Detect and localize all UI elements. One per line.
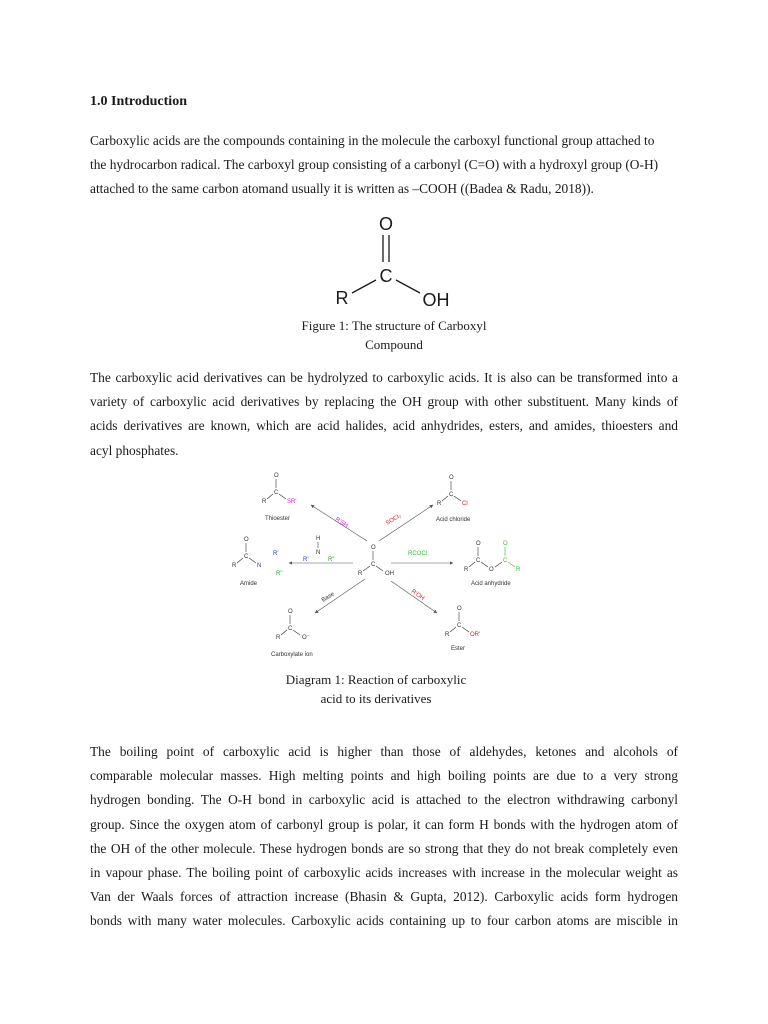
reagent-label: RCOCl	[408, 551, 427, 557]
section-heading: 1.0 Introduction	[90, 94, 187, 109]
atom-label: O	[288, 609, 293, 615]
atom-label: C	[457, 623, 462, 629]
atom-label: R	[358, 571, 363, 577]
atom-label: O	[274, 473, 279, 479]
atom-label: R	[445, 632, 450, 638]
text-line: Van der Waals forces of attraction increase (Bhasin & Gupta, 2012). Carboxylic acids form hydrogen	[90, 889, 678, 905]
atom-label: C	[244, 554, 249, 560]
reagent-label: R'SH	[333, 516, 349, 530]
atom-label: O	[378, 214, 394, 234]
text-line: the hydrocarbon radical. The carboxyl group consisting of a carbonyl (C=O) with a hydroxyl group (O-H)	[90, 157, 659, 173]
text-line: the OH of the other molecule. These hydrogen bonds are so strong that they do not break completely even	[90, 840, 678, 856]
carboxylate-structure	[271, 609, 313, 658]
atom-label: OH	[385, 571, 394, 577]
text-line: attached to the same carbon atomand usually it is written as –COOH ((Badea & Radu, 2018)).	[90, 181, 594, 197]
text-line: group. Since the oxygen atom of carbonyl group is polar, it can form H bonds with the hydrogen atom of	[90, 816, 678, 832]
atom-label: N	[316, 550, 321, 556]
acid-anhydride-structure	[464, 541, 521, 587]
atom-label: R	[516, 567, 521, 573]
atom-label: R	[437, 501, 442, 507]
text-line: variety of carboxylic acid derivatives by replacing the OH group with other substituent. Many kinds of	[90, 394, 678, 410]
text-line: in vapour phase. The boiling point of carboxylic acids increases with increase in the molecular weight as	[90, 865, 678, 881]
product-label: Ester	[451, 646, 466, 652]
atom-label: N	[257, 563, 262, 569]
reaction-diagram	[225, 465, 545, 665]
reagent-label: R'OH	[409, 588, 426, 602]
atom-label: R	[276, 635, 281, 641]
atom-label: R'	[303, 557, 309, 563]
atom-label: O	[489, 567, 494, 573]
atom-label: C	[371, 562, 376, 568]
thioester-structure	[262, 473, 296, 522]
product-label: Carboxylate ion	[271, 652, 313, 658]
text-line: comparable molecular masses. High melting points and high boiling points are due to a very strong	[90, 768, 678, 784]
atom-label: R	[335, 288, 349, 308]
acid-chloride-structure	[436, 475, 471, 523]
carboxyl-structure-figure	[320, 205, 470, 310]
atom-label: O⁻	[302, 635, 310, 641]
amine-reagent	[303, 536, 334, 563]
atom-label: R"	[328, 557, 335, 563]
caption-line: Compound	[365, 337, 423, 352]
atom-label: O	[449, 475, 454, 481]
atom-label: OR'	[470, 632, 481, 638]
atom-label: C	[503, 558, 508, 564]
figure-caption	[284, 316, 504, 354]
atom-label: C	[449, 492, 454, 498]
atom-label: C	[274, 490, 279, 496]
boiling-point-paragraph	[90, 740, 678, 934]
text-line: hydrogen bonding. The O-H bond in carboxylic acid is attached to the electron withdrawing carbonyl	[90, 792, 678, 808]
atom-label: H	[316, 536, 321, 542]
atom-label: OH	[422, 290, 450, 310]
ester-structure	[445, 606, 480, 652]
atom-label: R	[464, 567, 469, 573]
atom-label: R"	[276, 571, 283, 577]
atom-label: Cl	[462, 501, 468, 507]
atom-label: C	[379, 266, 393, 286]
product-label: Amide	[240, 581, 258, 587]
text-line: The boiling point of carboxylic acid is higher than those of aldehydes, ketones and alcohols of	[90, 744, 678, 759]
text-line: The carboxylic acid derivatives can be hydrolyzed to carboxylic acids. It is also can be transformed into a	[90, 370, 678, 385]
text-line: acids derivatives are known, which are acid halides, acid anhydrides, esters, and amides, thioesters and	[90, 418, 678, 434]
atom-label: R	[232, 563, 237, 569]
text-line: Carboxylic acids are the compounds containing in the molecule the carboxyl functional group attached to	[90, 133, 655, 148]
product-label: Thioester	[265, 516, 291, 522]
amide-structure	[232, 537, 282, 587]
caption-line: Figure 1: The structure of Carboxyl	[301, 318, 487, 333]
atom-label: C	[288, 626, 293, 632]
reagent-label: Base	[320, 591, 336, 604]
atom-label: SR'	[287, 499, 297, 505]
derivatives-paragraph	[90, 366, 678, 463]
atom-label: O	[457, 606, 462, 612]
atom-label: R'	[273, 551, 279, 557]
caption-line: acid to its derivatives	[320, 691, 432, 706]
atom-label: O	[371, 545, 376, 551]
atom-label: C	[476, 558, 481, 564]
atom-label: O	[476, 541, 481, 547]
center-carboxylic-acid	[358, 545, 394, 577]
atom-label: R	[262, 499, 267, 505]
intro-paragraph	[90, 129, 678, 202]
diagram-caption	[266, 670, 486, 708]
caption-line: Diagram 1: Reaction of carboxylic	[285, 672, 467, 687]
reagent-label: SOCl₂	[385, 513, 403, 527]
text-line: acyl phosphates.	[90, 442, 179, 458]
text-line: bonds with many water molecules. Carboxylic acids containing up to four carbon atoms are miscible in	[90, 913, 678, 929]
atom-label: O	[503, 541, 508, 547]
product-label: Acid anhydride	[471, 581, 511, 587]
atom-label: O	[244, 537, 249, 543]
product-label: Acid chloride	[436, 517, 471, 523]
